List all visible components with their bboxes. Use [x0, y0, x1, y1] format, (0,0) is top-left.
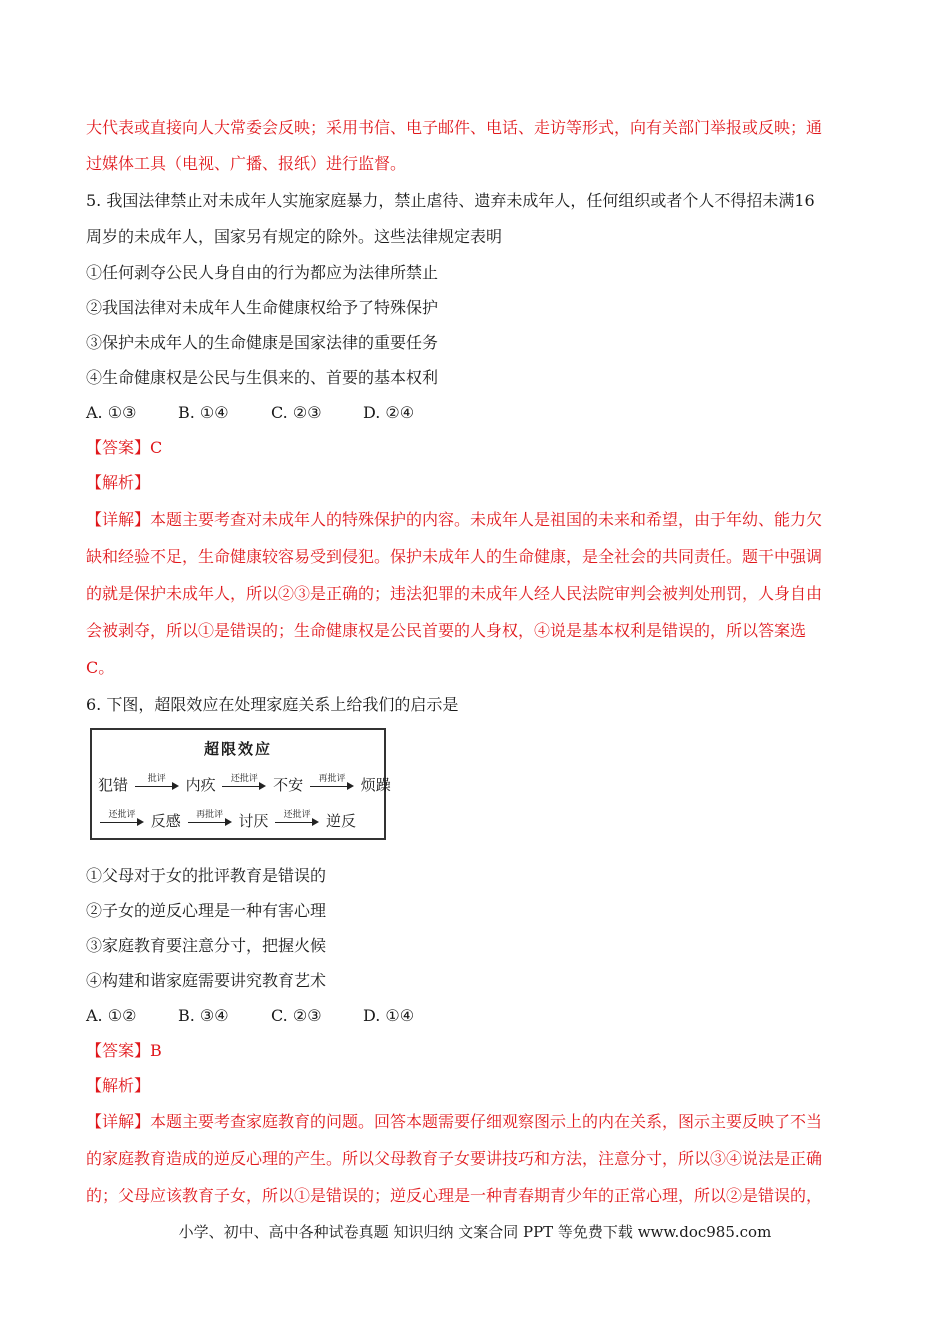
q6-options: [86, 1006, 414, 1026]
q5-item-1: ①任何剥夺公民人身自由的行为都应为法律所禁止: [86, 263, 439, 282]
q6-analysis-label: 【解析】: [86, 1076, 151, 1095]
q6-option-d: D. ①④: [363, 1006, 415, 1025]
q5-item-2: ②我国法律对未成年人生命健康权给予了特殊保护: [86, 298, 439, 317]
arrow-icon: 还批评: [222, 777, 266, 793]
q5-answer: 【答案】C: [86, 438, 163, 457]
node-fancuo: 犯错: [98, 776, 129, 794]
arrow-icon: 还批评: [100, 813, 144, 829]
superlimit-effect-diagram: [90, 728, 391, 840]
node-fanzao: 烦躁: [360, 776, 391, 794]
q6-option-c: C. ②③: [271, 1006, 322, 1025]
q5-option-c: C. ②③: [271, 403, 322, 422]
page-footer: 小学、初中、高中各种试卷真题 知识归纳 文案合同 PPT 等免费下载 www.doc985.com: [178, 1223, 772, 1241]
q6-option-b: B. ③④: [178, 1006, 229, 1025]
node-fangan: 反感: [150, 812, 181, 830]
q5-item-4: ④生命健康权是公民与生俱来的、首要的基本权利: [86, 368, 439, 387]
node-taoyan: 讨厌: [238, 812, 269, 830]
q5-detail-line-3: 的就是保护未成年人，所以②③是正确的；违法犯罪的未成年人经人民法院审判会被判处刑罚，人身自由: [86, 584, 823, 603]
q6-detail-line-3: 的；父母应该教育子女，所以①是错误的；逆反心理是一种青春期青少年的正常心理，所以②是错误的，: [86, 1186, 823, 1205]
q6-item-4: ④构建和谐家庭需要讲究教育艺术: [86, 971, 327, 990]
q6-detail-line-1: 【详解】本题主要考查家庭教育的问题。回答本题需要仔细观察图示上的内在关系，图示主要反映了不当: [86, 1112, 823, 1131]
q5-detail-line-5: C。: [86, 658, 115, 677]
q6-option-a: A. ①②: [86, 1006, 137, 1025]
q5-stem-line-1: 5. 我国法律禁止对未成年人实施家庭暴力，禁止虐待、遗弃未成年人，任何组织或者个人不得招未满16: [86, 191, 815, 210]
q5-stem-line-2: 周岁的未成年人，国家另有规定的除外。这些法律规定表明: [86, 227, 503, 246]
intro-line-1: 大代表或直接向人大常委会反映；采用书信、电子邮件、电话、走访等形式，向有关部门举报或反映；通: [86, 118, 823, 137]
q5-detail-line-4: 会被剥夺，所以①是错误的；生命健康权是公民首要的人身权，④说是基本权利是错误的，所以答案选: [86, 621, 807, 640]
intro-line-2: 过媒体工具（电视、广播、报纸）进行监督。: [86, 154, 407, 173]
arrow-icon: 批评: [135, 777, 179, 793]
diagram-row-1: [98, 774, 391, 795]
q5-analysis-label: 【解析】: [86, 473, 151, 492]
q5-detail-line-1: 【详解】本题主要考查对未成年人的特殊保护的内容。未成年人是祖国的未来和希望，由于年幼、能力欠: [86, 510, 823, 529]
diagram-title: 超限效应: [203, 740, 272, 758]
node-buan: 不安: [273, 776, 304, 794]
q5-option-d: D. ②④: [363, 403, 415, 422]
arrow-icon: 再批评: [310, 777, 354, 793]
diagram-row-2: [98, 810, 356, 831]
node-neijiu: 内疚: [185, 776, 216, 794]
node-nifan: 逆反: [325, 812, 356, 830]
q6-item-2: ②子女的逆反心理是一种有害心理: [86, 901, 327, 920]
q5-item-3: ③保护未成年人的生命健康是国家法律的重要任务: [86, 333, 439, 352]
arrow-icon: 还批评: [275, 813, 319, 829]
q6-item-3: ③家庭教育要注意分寸，把握火候: [86, 936, 327, 955]
q5-detail-line-2: 缺和经验不足，生命健康较容易受到侵犯。保护未成年人的生命健康，是全社会的共同责任。题干中强调: [86, 547, 823, 566]
q5-option-b: B. ①④: [178, 403, 229, 422]
q6-answer: 【答案】B: [86, 1041, 162, 1060]
q6-detail-line-2: 的家庭教育造成的逆反心理的产生。所以父母教育子女要讲技巧和方法，注意分寸，所以③④说法是正确: [86, 1149, 823, 1168]
q5-option-a: A. ①③: [86, 403, 137, 422]
q6-stem: 6. 下图，超限效应在处理家庭关系上给我们的启示是: [86, 695, 459, 714]
q5-options: [86, 403, 414, 423]
q6-item-1: ①父母对于女的批评教育是错误的: [86, 866, 327, 885]
arrow-icon: 再批评: [188, 813, 232, 829]
